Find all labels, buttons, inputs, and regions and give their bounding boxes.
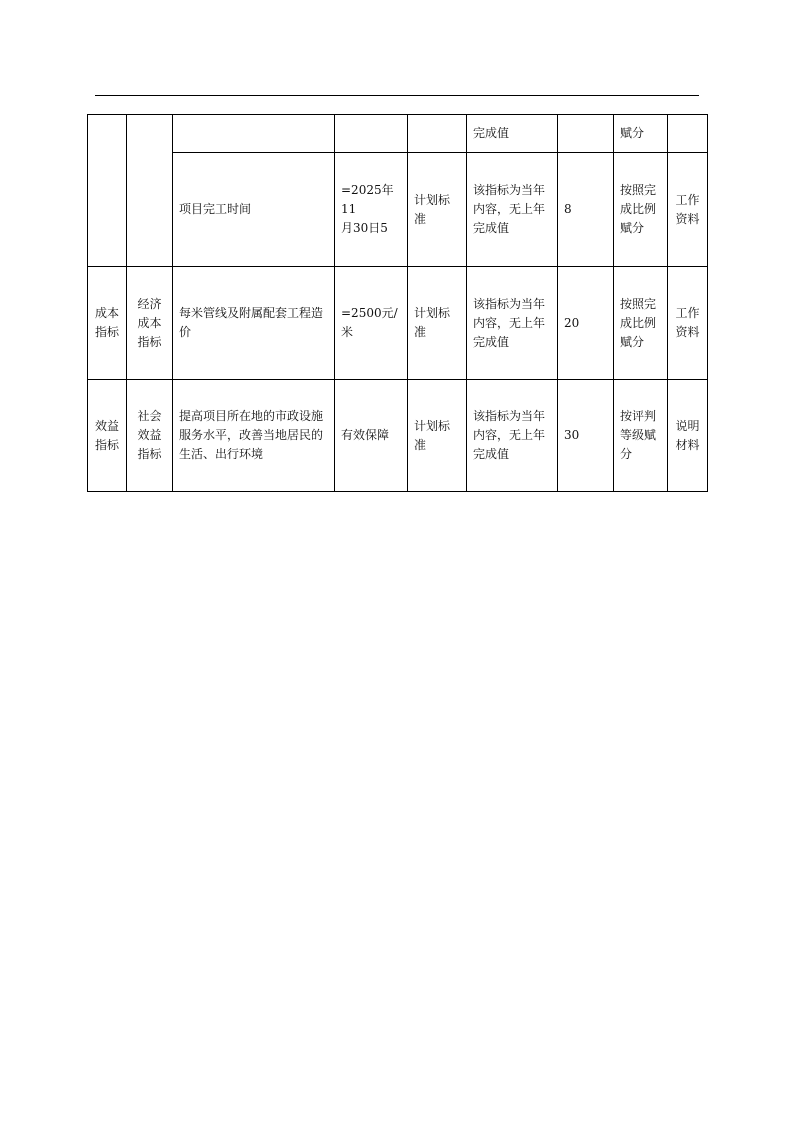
standard-type-cell: 计划标 准	[408, 267, 467, 380]
level2-cell: 经济 成本 指标	[127, 267, 173, 380]
scoring-cell: 按照完 成比例 赋分	[614, 153, 668, 267]
indicator-cell: 每米管线及附属配套工程造 价	[173, 267, 335, 380]
weight-cell: 20	[558, 267, 614, 380]
standard-desc-cell: 该指标为当年 内容，无上年 完成值	[467, 267, 558, 380]
header-rule	[95, 95, 699, 96]
table-row	[88, 380, 708, 492]
scoring-cell: 赋分	[614, 115, 668, 153]
source-cell	[668, 115, 708, 153]
performance-indicator-table	[87, 114, 708, 492]
weight-cell: 8	[558, 153, 614, 267]
standard-type-cell	[408, 115, 467, 153]
source-cell: 工作 资料	[668, 267, 708, 380]
level1-cell: 效益 指标	[88, 380, 127, 492]
target-cell: 有效保障	[335, 380, 408, 492]
source-cell: 说明 材料	[668, 380, 708, 492]
level1-cell: 成本 指标	[88, 267, 127, 380]
standard-type-cell: 计划标 准	[408, 380, 467, 492]
table-row	[88, 153, 708, 267]
weight-cell: 30	[558, 380, 614, 492]
target-cell	[335, 115, 408, 153]
standard-desc-cell: 完成值	[467, 115, 558, 153]
standard-desc-cell: 该指标为当年 内容，无上年 完成值	[467, 153, 558, 267]
target-cell: =2025年11 月30日5	[335, 153, 408, 267]
scoring-cell: 按评判 等级赋 分	[614, 380, 668, 492]
table-row	[88, 115, 708, 153]
level1-cell	[88, 115, 127, 267]
indicator-cell	[173, 115, 335, 153]
table-row	[88, 267, 708, 380]
source-cell: 工作 资料	[668, 153, 708, 267]
weight-cell	[558, 115, 614, 153]
standard-desc-cell: 该指标为当年 内容，无上年 完成值	[467, 380, 558, 492]
target-cell: =2500元/ 米	[335, 267, 408, 380]
indicator-cell: 提高项目所在地的市政设施 服务水平，改善当地居民的 生活、出行环境	[173, 380, 335, 492]
standard-type-cell: 计划标 准	[408, 153, 467, 267]
indicator-cell: 项目完工时间	[173, 153, 335, 267]
scoring-cell: 按照完 成比例 赋分	[614, 267, 668, 380]
level2-cell: 社会 效益 指标	[127, 380, 173, 492]
level2-cell	[127, 115, 173, 267]
